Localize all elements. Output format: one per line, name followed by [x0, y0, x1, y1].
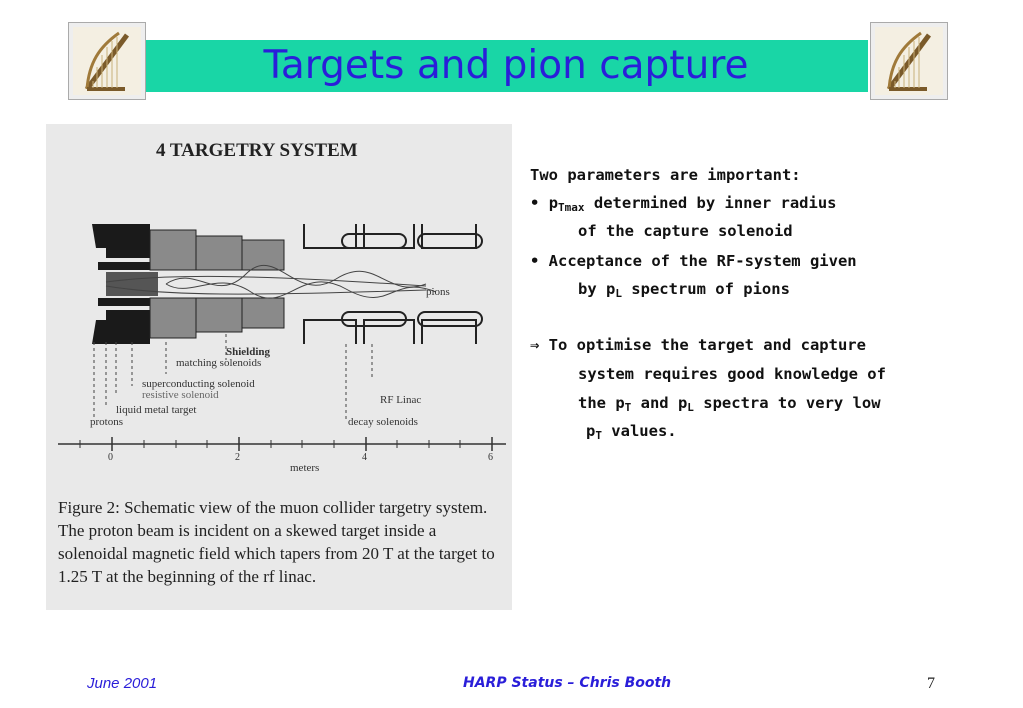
bullet-ptmax-cont	[578, 222, 793, 240]
bullet-text: • Acceptance of the RF-system given	[530, 252, 857, 270]
bullet-acceptance	[530, 252, 857, 270]
implication-text: spectra to very low	[693, 394, 881, 412]
bullet-marker: •	[530, 194, 540, 212]
subscript-t: T	[595, 429, 602, 442]
bullet-acceptance-cont	[578, 280, 790, 300]
label-matching-solenoids: matching solenoids	[176, 357, 262, 369]
label-resistive-solenoid: resistive solenoid	[142, 389, 219, 401]
implication-text: values.	[601, 422, 677, 440]
label-protons: protons	[90, 416, 123, 428]
bullet-text: determined by inner radius	[584, 194, 837, 212]
bullet-text: by p	[578, 280, 616, 298]
slide-title: Targets and pion capture	[263, 43, 749, 88]
subscript-tmax: Tmax	[558, 201, 585, 214]
implication-line-3	[578, 394, 881, 414]
axis-tick-label: 2	[235, 452, 240, 463]
label-rf-linac: RF Linac	[380, 394, 422, 406]
page-number: 7	[927, 675, 935, 692]
label-liquid-metal-target: liquid metal target	[116, 404, 197, 416]
axis-tick-label: 0	[108, 452, 113, 463]
subscript-t: T	[624, 401, 632, 414]
implication-line-4	[586, 422, 677, 442]
symbol-p: p	[548, 194, 559, 212]
axis-tick-label: 4	[362, 452, 367, 463]
intro-line	[530, 166, 801, 184]
subscript-l: L	[615, 287, 622, 300]
implication-text: the p	[578, 394, 625, 412]
harp-icon	[68, 22, 146, 100]
implication-text: system requires good knowledge of	[578, 365, 886, 383]
axis-tick-label: 6	[488, 452, 493, 463]
label-shielding: Shielding	[226, 346, 271, 358]
implication-text: To optimise the target and capture	[539, 336, 866, 354]
implication-line-2	[578, 365, 886, 383]
label-pions: pions	[426, 286, 450, 298]
subscript-l: L	[687, 401, 694, 414]
footer-date: June 2001	[87, 675, 158, 692]
symbol-p: p	[586, 422, 596, 440]
bullet-text: of the capture solenoid	[578, 222, 793, 240]
targetry-schematic	[46, 124, 512, 484]
label-superconducting-solenoid: superconducting solenoid	[142, 378, 255, 390]
implies-arrow-icon: ⇒	[530, 336, 540, 354]
footer-presenter: HARP Status – Chris Booth	[463, 675, 672, 691]
bullet-ptmax	[530, 194, 837, 214]
figure-heading: 4 TARGETRY SYSTEM	[156, 140, 358, 161]
intro-text: Two parameters are important:	[530, 166, 801, 184]
figure-caption: Figure 2: Schematic view of the muon collider targetry system. The proton beam is incident on a skewed target inside a solenoidal magnetic field which tapers from 20 T at the target to 1.25 T at the beginning of the rf linac.	[58, 498, 495, 586]
bullet-text: spectrum of pions	[621, 280, 790, 298]
implication-line-1	[530, 336, 866, 354]
harp-icon	[870, 22, 948, 100]
axis-label-meters: meters	[290, 462, 320, 474]
label-decay-solenoids: decay solenoids	[348, 416, 418, 428]
implication-text: and p	[631, 394, 688, 412]
targetry-figure	[46, 124, 512, 610]
